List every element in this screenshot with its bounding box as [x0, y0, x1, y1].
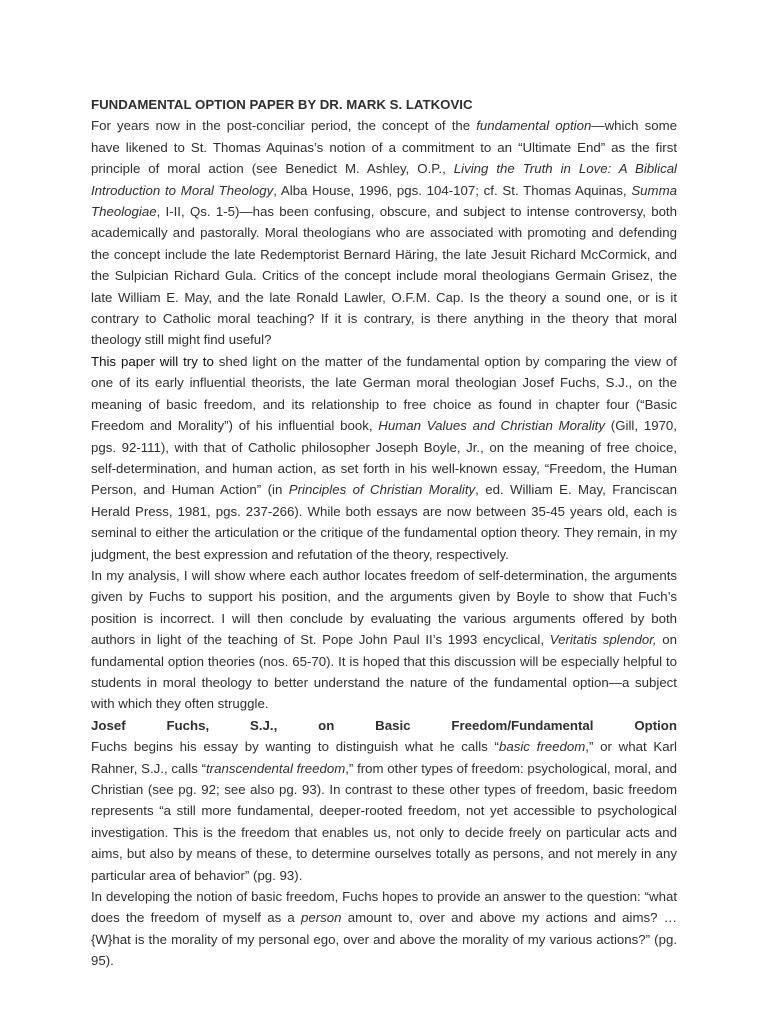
- italic-text: Principles of Christian Morality: [288, 482, 476, 498]
- document-title: FUNDAMENTAL OPTION PAPER BY DR. MARK S. LATKOVIC: [91, 97, 473, 112]
- italic-text: Human Values and Christian Morality: [378, 418, 605, 434]
- text-run: Fuchs begins his essay by wanting to distinguish what he calls “: [91, 739, 499, 755]
- text-run: on fundamental option theories (nos. 65-70). It is hoped that this discussion will be especially helpful to students in moral theology to better understand the nature of the fundamental option—a subject with which they often struggle.: [91, 632, 677, 712]
- paragraph: [91, 565, 677, 715]
- text-run: , I-II, Qs. 1-5)—has been confusing, obscure, and subject to intense controversy, both academically and pastorally. Moral theologians who are associated with promoting and defending the concept include the late Redemptorist Bernard Häring, the late Jesuit Richard McCormick, and the Sulpician Richard Gula. Critics of the concept include moral theologians Germain Grisez, the late William E. May, and the late Ronald Lawler, O.F.M. Cap. Is the theory a sound one, or is it contrary to Catholic moral teaching? If it is contrary, is there anything in the theory that moral theology still might find useful?: [91, 204, 677, 348]
- text-run: (Gill, 1970, pgs. 92-111), with that of Catholic philosopher Joseph Boyle, Jr., on the meaning of free choice, self-determination, and human action, as set forth in his well-known essay, “Freedom, the Human Person, and Human Action” (in: [91, 418, 677, 498]
- text-run: , ed. William E. May, Franciscan Herald Press, 1981, pgs. 237-266). While both essays are now between 35-45 years old, each is seminal to either the articulation or the critique of the fundamental option theory. They remain, in my judgment, the best expression and refutation of the theory, respectively.: [91, 482, 677, 562]
- text-run: In my analysis, I will show where each author locates freedom of self-determination, the arguments given by Fuchs to support his position, and the arguments given by Boyle to show that Fuch’s position is incorrect. I will then conclude by evaluating the various arguments offered by both authors in light of the teaching of St. Pope John Paul II’s 1993 encyclical,: [91, 567, 677, 648]
- text-run: shed light on the matter of the fundamental option by comparing the view of one of its early influential theorists, the late German moral theologian Josef Fuchs, S.J., on the meaning of basic freedom, and its relationship to free choice as found in chapter four (“Basic Freedom and Morality”) of his influential book,: [91, 353, 677, 434]
- italic-text: fundamental option: [476, 118, 592, 134]
- text-run: ,” or what Karl Rahner, S.J., calls “: [91, 739, 677, 776]
- document-page: [91, 94, 677, 1016]
- text-run: amount to, over and above my actions and aims? … {W}hat is the morality of my personal ego, over and above the morality of my various actions?” (pg. 95).: [91, 910, 677, 969]
- paragraph: [91, 736, 677, 886]
- text-run: ,” from other types of freedom: psychological, moral, and Christian (see pg. 92; see also pg. 93). In contrast to these other types of freedom, basic freedom represents “a still more fundamental, deeper-rooted freedom, not yet accessible to psychological investigation. This is the freedom that enables us, not only to decide freely on particular acts and aims, but also by means of these, to determine ourselves totally as persons, and not merely in any particular area of behavior” (pg. 93).: [91, 760, 677, 883]
- paragraph: [91, 115, 677, 350]
- italic-text: Veritatis splendor,: [549, 632, 657, 648]
- italic-text: person: [301, 910, 342, 926]
- text-run: For years now in the post-conciliar period, the concept of the: [91, 118, 477, 134]
- text-run: —which some have likened to St. Thomas Aquinas’s notion of a commitment to an “Ultimate End” as the first principle of moral action (see Benedict M. Ashley, O.P.,: [91, 118, 677, 177]
- paragraph: [91, 886, 677, 972]
- paragraph: [91, 351, 677, 565]
- italic-text: transcendental freedom: [206, 760, 346, 776]
- italic-text: Living the Truth in Love: A Biblical Introduction to Moral Theology: [91, 161, 677, 198]
- text-run: In developing the notion of basic freedom, Fuchs hopes to provide an answer to the question: “what does the freedom of myself as a: [91, 889, 677, 926]
- italic-text: Summa Theologiae: [91, 182, 677, 220]
- italic-text: basic freedom: [498, 739, 586, 755]
- document-body: [91, 115, 677, 971]
- section-heading: [91, 715, 677, 736]
- text-run: This paper will try to: [91, 353, 214, 369]
- text-run: , Alba House, 1996, pgs. 104-107; cf. St. Thomas Aquinas,: [273, 182, 632, 198]
- text-run: Josef Fuchs, S.J., on Basic Freedom/Fundamental Option: [91, 717, 677, 733]
